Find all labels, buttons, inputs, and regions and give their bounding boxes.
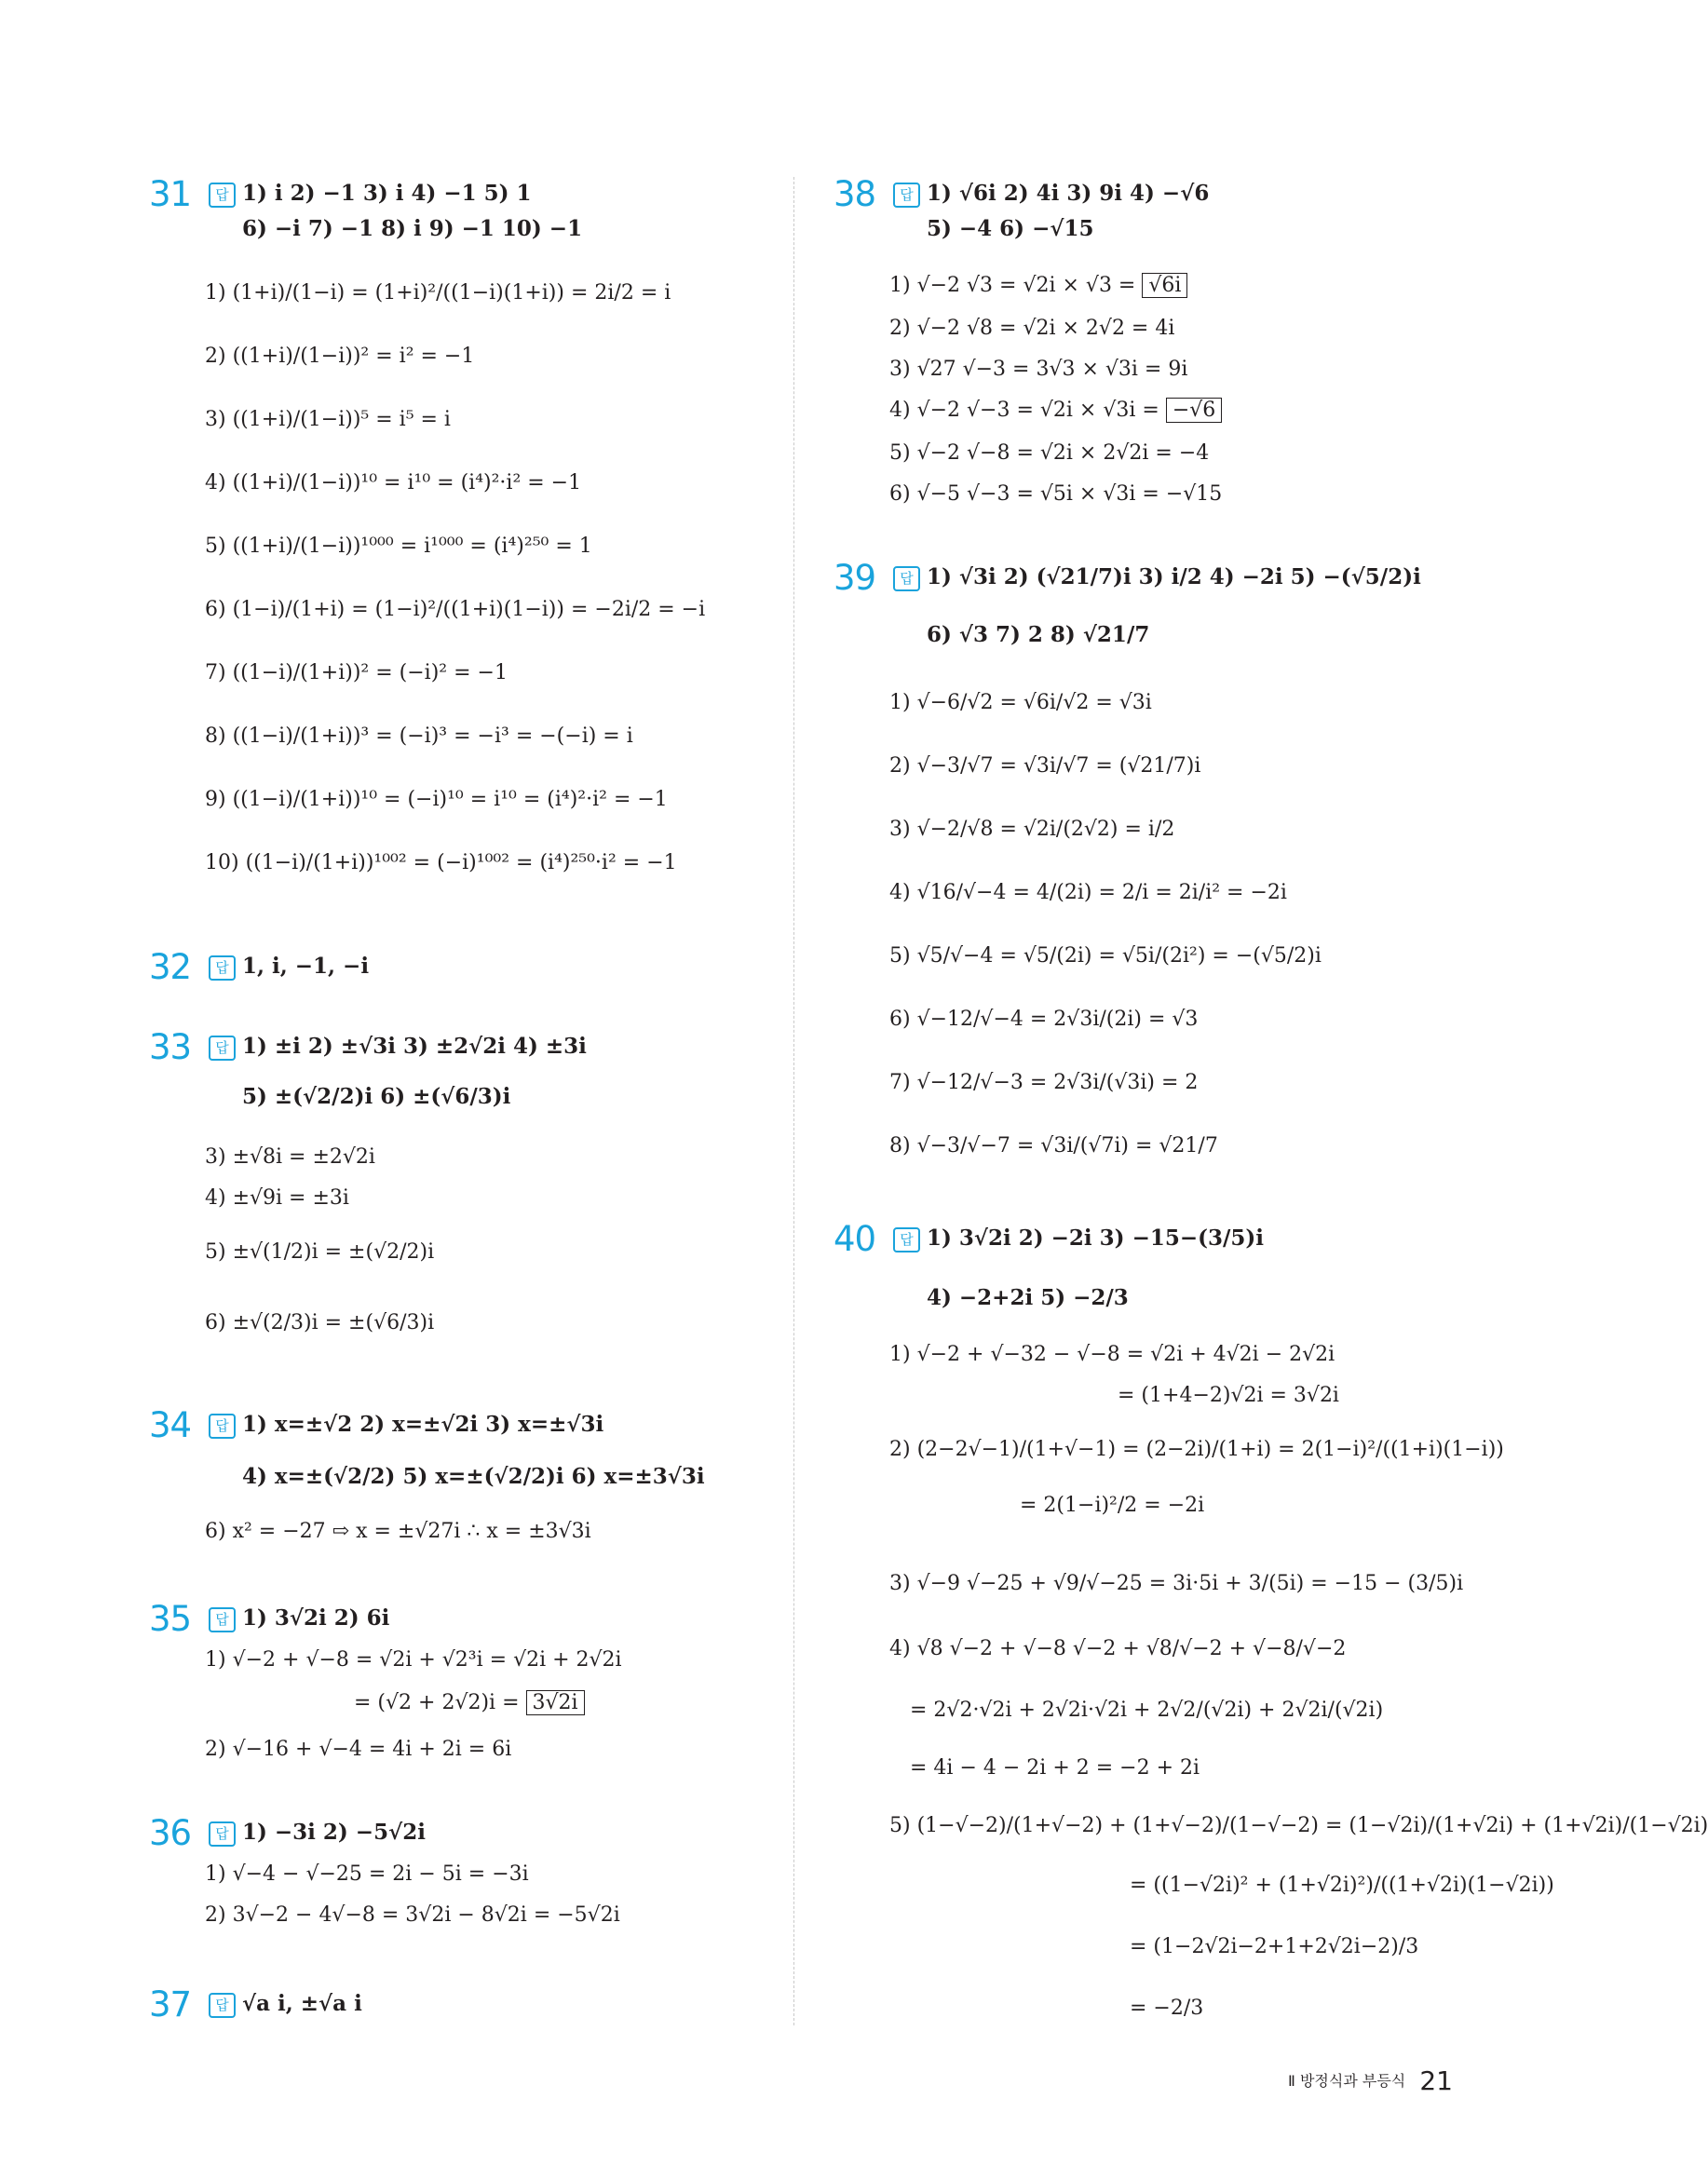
answer-row-2: 5) ±(√2/2)i 6) ±(√6/3)i xyxy=(242,1084,511,1109)
solution-step: 8) ((1−i)/(1+i))³ = (−i)³ = −i³ = −(−i) = i xyxy=(205,724,633,748)
problem-number: 32 xyxy=(149,947,192,987)
answer-badge: 답 xyxy=(209,1993,236,2018)
solution-step: 1) √−4 − √−25 = 2i − 5i = −3i xyxy=(205,1862,529,1886)
solution-step xyxy=(889,399,1222,423)
solution-step: 4) √16/√−4 = 4/(2i) = 2/i = 2i/i² = −2i xyxy=(889,881,1287,904)
answer-row-1: 1) 3√2i 2) 6i xyxy=(242,1605,390,1631)
answer-row-2: 6) √3 7) 2 8) √21/7 xyxy=(927,622,1150,647)
answer-badge: 답 xyxy=(893,183,920,208)
solution-step: 2) √−16 + √−4 = 4i + 2i = 6i xyxy=(205,1738,512,1761)
solution-step: 5) ±√(1/2)i = ±(√2/2)i xyxy=(205,1240,435,1264)
solution-step: 4) ((1+i)/(1−i))¹⁰ = i¹⁰ = (i⁴)²·i² = −1 xyxy=(205,471,582,494)
solution-step: 4) √8 √−2 + √−8 √−2 + √8/√−2 + √−8/√−2 xyxy=(889,1637,1347,1660)
solution-step: 1) √−2 + √−8 = √2i + √2³i = √2i + 2√2i xyxy=(205,1648,622,1672)
solution-step: 5) √−2 √−8 = √2i × 2√2i = −4 xyxy=(889,441,1210,465)
solution-step-continued: = ((1−√2i)² + (1+√2i)²)/((1+√2i)(1−√2i)) xyxy=(1130,1874,1554,1897)
solution-step: 5) √5/√−4 = √5/(2i) = √5i/(2i²) = −(√5/2)i xyxy=(889,944,1322,968)
answer-badge: 답 xyxy=(209,1607,236,1632)
solution-step: 1) (1+i)/(1−i) = (1+i)²/((1−i)(1+i)) = 2i/2 = i xyxy=(205,281,671,305)
answer-badge: 답 xyxy=(209,1821,236,1847)
solution-step: 6) √−5 √−3 = √5i × √3i = −√15 xyxy=(889,482,1223,506)
page-footer xyxy=(1288,2065,1453,2096)
step-text: 1) √−2 √3 = √2i × √3 = xyxy=(889,274,1136,297)
solution-step: 3) ((1+i)/(1−i))⁵ = i⁵ = i xyxy=(205,408,451,431)
answer-row-2: 5) −4 6) −√15 xyxy=(927,216,1094,241)
answer-row-1: 1) 3√2i 2) −2i 3) −15−(3/5)i xyxy=(927,1225,1265,1251)
solution-step: 2) (2−2√−1)/(1+√−1) = (2−2i)/(1+i) = 2(1−i)²/((1+i)(1−i)) xyxy=(889,1438,1504,1461)
solution-step: 3) √27 √−3 = 3√3 × √3i = 9i xyxy=(889,358,1188,381)
problem-number: 36 xyxy=(149,1813,192,1853)
column-divider xyxy=(793,177,794,2025)
solution-step-continued: = (1−2√2i−2+1+2√2i−2)/3 xyxy=(1130,1935,1419,1958)
problem-number: 39 xyxy=(834,558,876,598)
answer-badge: 답 xyxy=(209,955,236,981)
problem-number: 38 xyxy=(834,174,876,214)
solution-step: 1) √−6/√2 = √6i/√2 = √3i xyxy=(889,691,1152,714)
boxed-result: 3√2i xyxy=(526,1690,585,1715)
answer-row-1: 1) i 2) −1 3) i 4) −1 5) 1 xyxy=(242,181,532,206)
solution-step-continued: = (1+4−2)√2i = 3√2i xyxy=(1118,1384,1339,1407)
solution-step: 6) √−12/√−4 = 2√3i/(2i) = √3 xyxy=(889,1008,1199,1031)
problem-number: 40 xyxy=(834,1219,876,1259)
solution-step: 5) (1−√−2)/(1+√−2) + (1+√−2)/(1−√−2) = (1−√2i)/(1+√2i) + (1+√2i)/(1−√2i) xyxy=(889,1814,1708,1837)
solution-step: 6) (1−i)/(1+i) = (1−i)²/((1+i)(1−i)) = −2i/2 = −i xyxy=(205,598,706,621)
answer-badge: 답 xyxy=(209,1414,236,1439)
step-text: 4) √−2 √−3 = √2i × √3i = xyxy=(889,399,1159,422)
problem-number: 35 xyxy=(149,1599,192,1639)
solution-step-continued: = 2√2·√2i + 2√2i·√2i + 2√2/(√2i) + 2√2i/(√2i) xyxy=(910,1699,1384,1722)
page-number: 21 xyxy=(1419,2065,1453,2096)
solution-step-continued: = 2(1−i)²/2 = −2i xyxy=(1020,1494,1205,1517)
problem-number: 33 xyxy=(149,1027,192,1067)
answer-row-2: 6) −i 7) −1 8) i 9) −1 10) −1 xyxy=(242,216,583,241)
solution-step: 10) ((1−i)/(1+i))¹⁰⁰² = (−i)¹⁰⁰² = (i⁴)²⁵⁰·i² = −1 xyxy=(205,851,677,874)
solution-step: 3) √−9 √−25 + √9/√−25 = 3i·5i + 3/(5i) = −15 − (3/5)i xyxy=(889,1572,1464,1595)
solution-step: 8) √−3/√−7 = √3i/(√7i) = √21/7 xyxy=(889,1134,1218,1158)
problem-number: 34 xyxy=(149,1405,192,1445)
step-text: = (√2 + 2√2)i = xyxy=(354,1691,520,1714)
answer-row-1: 1) −3i 2) −5√2i xyxy=(242,1820,426,1845)
solution-step: 1) √−2 + √−32 − √−8 = √2i + 4√2i − 2√2i xyxy=(889,1343,1335,1366)
answer-row-1: 1) √3i 2) (√21/7)i 3) i/2 4) −2i 5) −(√5/2)i xyxy=(927,564,1421,589)
solution-step: 2) 3√−2 − 4√−8 = 3√2i − 8√2i = −5√2i xyxy=(205,1903,620,1927)
solution-step: 6) ±√(2/3)i = ±(√6/3)i xyxy=(205,1311,435,1334)
boxed-result: −√6 xyxy=(1166,398,1222,423)
answer-row-1: √a i, ±√a i xyxy=(242,1991,362,2016)
answer-row-1: 1) ±i 2) ±√3i 3) ±2√2i 4) ±3i xyxy=(242,1034,587,1059)
problem-number: 31 xyxy=(149,174,192,214)
solution-step: 4) ±√9i = ±3i xyxy=(205,1186,349,1210)
solution-step: 6) x² = −27 ⇨ x = ±√27i ∴ x = ±3√3i xyxy=(205,1520,591,1543)
answer-row-1: 1) x=±√2 2) x=±√2i 3) x=±√3i xyxy=(242,1412,604,1437)
solution-step: 7) ((1−i)/(1+i))² = (−i)² = −1 xyxy=(205,661,508,684)
solution-step: 7) √−12/√−3 = 2√3i/(√3i) = 2 xyxy=(889,1071,1199,1094)
solution-step xyxy=(889,274,1187,298)
answer-row-2: 4) x=±(√2/2) 5) x=±(√2/2)i 6) x=±3√3i xyxy=(242,1464,705,1489)
solution-step: 2) √−3/√7 = √3i/√7 = (√21/7)i xyxy=(889,754,1201,778)
solution-step: 9) ((1−i)/(1+i))¹⁰ = (−i)¹⁰ = i¹⁰ = (i⁴)²·i² = −1 xyxy=(205,788,668,811)
answer-badge: 답 xyxy=(893,1227,920,1252)
answer-row-1: 1, i, −1, −i xyxy=(242,954,370,979)
solution-step-continued: = 4i − 4 − 2i + 2 = −2 + 2i xyxy=(910,1756,1200,1780)
solution-step-continued: = −2/3 xyxy=(1130,1997,1204,2020)
solution-step: 2) √−2 √8 = √2i × 2√2 = 4i xyxy=(889,317,1175,340)
solution-step: 5) ((1+i)/(1−i))¹⁰⁰⁰ = i¹⁰⁰⁰ = (i⁴)²⁵⁰ = 1 xyxy=(205,535,592,558)
solution-step: 3) ±√8i = ±2√2i xyxy=(205,1145,375,1169)
answer-badge: 답 xyxy=(209,1036,236,1061)
boxed-result: √6i xyxy=(1142,273,1187,298)
answer-badge: 답 xyxy=(893,566,920,591)
problem-number: 37 xyxy=(149,1984,192,2024)
section-title: Ⅱ 방정식과 부등식 xyxy=(1288,2072,1406,2090)
solution-step: 3) √−2/√8 = √2i/(2√2) = i/2 xyxy=(889,818,1175,841)
solution-step: 2) ((1+i)/(1−i))² = i² = −1 xyxy=(205,345,475,368)
solution-step-continued xyxy=(354,1691,585,1715)
answer-row-2: 4) −2+2i 5) −2/3 xyxy=(927,1285,1129,1310)
answer-badge: 답 xyxy=(209,183,236,208)
answer-row-1: 1) √6i 2) 4i 3) 9i 4) −√6 xyxy=(927,181,1210,206)
